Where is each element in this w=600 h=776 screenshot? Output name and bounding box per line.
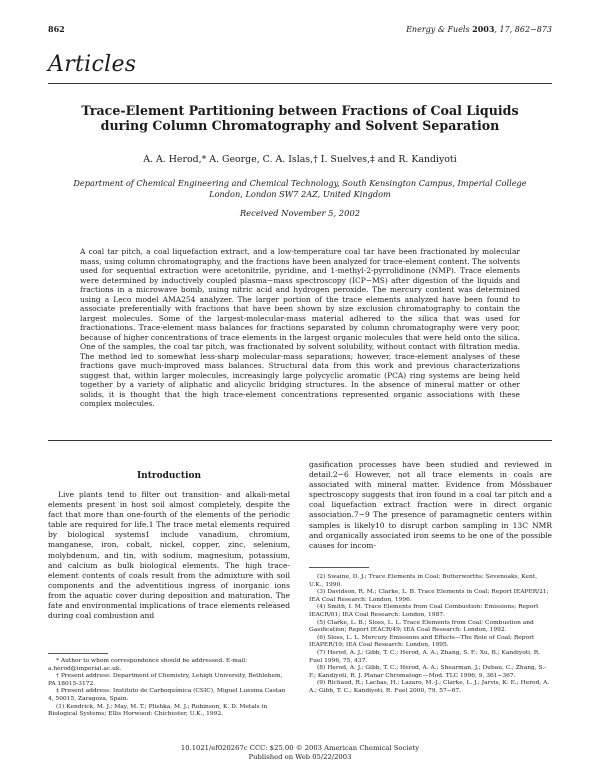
- article-title: Trace-Element Partitioning between Fractions of Coal Liquids during Column Chromatography and Solvent Separation: [81, 103, 519, 133]
- introduction-text: Live plants tend to filter out transition- and alkali-metal elements present in host soil almost completely, despite the fact that more than one-fourth of the elements of the periodic table are required for life.1 The trace metal elements required by biological systems1 include vanadium, chromium, manganese, iron, cobalt, nickel, copper, zinc, selenium, molybdenum, and tin, with sodium, magnesium, potassium, and calcium as bulk biological elements. The high trace-element contents of coals result from the admixture with soil components and the adventitious ingress of inorganic ions from the aquatic cover during deposition and maturation. The fate and environmental implications of trace elements released during coal combustion and: [48, 490, 290, 621]
- journal-volume-pages: , 17, 862−873: [494, 25, 552, 34]
- journal-citation: [406, 24, 552, 34]
- reference: (4) Smith, I. M. Trace Elements from Coal Combustion: Emissions; Report IEACR/01; IEA Coal Research: London, 1987.: [309, 604, 539, 618]
- affiliation: Department of Chemical Engineering and Chemical Technology, South Kensington Campus, Imperial College London, London SW7 2AZ, United Kingdom: [73, 178, 527, 199]
- reference: (5) Clarke, L. B.; Sloss, L. L. Trace Elements from Coal: Combustion and Gasification; Report IEACR/49; IEA Coal Research: London, 1992.: [309, 619, 534, 634]
- footnote: ‡ Present address: Instituto de Carboquímica (CSIC), Miguel Luesma Castan 4, 50015, Zaragoza, Spain.: [48, 688, 286, 702]
- received-date: Received November 5, 2002: [239, 208, 361, 218]
- page-number: 862: [48, 24, 65, 34]
- footnotes: [48, 658, 290, 719]
- reference: (8) Herod, A. J.; Gibb, T. C.; Herod, A. A.; Shearman, J.; Dubau, C.; Zhang, S.-F.; Kandiyoti, R. J. Planar Chromatogr.—Mod. TLC 1996, 9, 361−367.: [309, 665, 547, 679]
- reference: (2) Swaine, D. J.; Trace Elements in Coal; Butterworths: Sevenoaks, Kent, U.K., 1990.: [309, 574, 538, 588]
- footnote: (1) Kendrick, M. J.; May, M. T.; Plishka, M. J.; Robinson, K. D. Metals in Biological Systems; Ellis Horwood: Chichester, U.K., 1992.: [48, 703, 268, 718]
- author-list: A. A. Herod,* A. George, C. A. Islas,† I. Suelves,‡ and R. Kandiyoti: [143, 154, 457, 165]
- footnote: * Author to whom correspondence should be addressed. E-mail: a.herod@imperial.ac.uk.: [48, 658, 248, 672]
- section-heading: Articles: [48, 52, 137, 77]
- footnote-rule: [48, 653, 108, 654]
- journal-year: 2003: [472, 24, 495, 34]
- reference: (7) Herod, A. J.; Gibb, T. C.; Herod, A. A.; Zhang, S. F.; Xu, B.; Kandiyoti, R. Fuel 1996, 75, 437.: [309, 649, 541, 664]
- doi-line: 10.1021/ef020267c CCC: $25.00 © 2003 American Chemical Society: [180, 744, 420, 752]
- footnote: † Present address: Department of Chemistry, Lehigh University, Bethlehem, PA 18015-3172.: [48, 673, 283, 687]
- page-footer: [48, 744, 552, 761]
- introduction-heading: Introduction: [136, 471, 202, 481]
- section-rule: [48, 83, 552, 84]
- references-rule: [309, 567, 369, 568]
- reference: (9) Richaud, R.; Lachas, H.; Lazaro, M.-J.; Clarke, L. J.; Jarvis, K. E.; Herod, A. A.; Gibb, T. C.; Kandiyoti, R. Fuel 2000, 79, 57−67.: [309, 680, 550, 694]
- running-header: [48, 24, 552, 36]
- reference: (3) Davidson, R. M.; Clarke, L. B. Trace Elements in Coal; Report IEAPER/21; IEA Coal Research: London, 1996.: [309, 589, 549, 603]
- reference: (6) Sloss, L. L. Mercury Emissions and Effects—The Role of Coal; Report IEAPER/19; IEA Coal Research: London, 1995.: [309, 634, 535, 649]
- journal-name: Energy & Fuels: [406, 25, 470, 34]
- right-column-text: gasification processes have been studied and reviewed in detail.2−6 However, not all trace elements in coals are associated with mineral matter. Evidence from Mössbauer spectroscopy suggests that iron found in a coal tar pitch and a coal liquefaction extract fraction were in direct organic association.7−9 The presence of paramagnetic centers within samples is likely10 to disrupt carbon sampling in 13C NMR and organically associated iron seems to be one of the possible causes for incom-: [309, 460, 552, 550]
- published-date: Published on Web 05/22/2003: [248, 752, 352, 761]
- abstract-rule: [48, 440, 552, 441]
- abstract: A coal tar pitch, a coal liquefaction extract, and a low-temperature coal tar have been fractionated by molecular mass, using column chromatography, and the fractions have been analyzed for trace-element content. The solvents used for sequential extraction were acetonitrile, pyridine, and 1-methyl-2-pyrrolidinone (NMP). Trace elements were determined by inductively coupled plasma−mass spectroscopy (ICP−MS) after digestion of the liquids and fractions in a microwave bomb, using nitric acid and hydrogen peroxide. The mercury content was determined using a Leco model AMA254 analyzer. The larger portion of the trace elements analyzed have been found to associate preferentially with fractions that have been shown by size exclusion chromatography to contain the largest molecules. Some of the largest-molecular-mass material adhered to the silica that was used for fractionations. Trace-element mass balances for fractions separated by column chromatography were very poor, because of higher concentrations of trace elements in the largest organic molecules that were held onto the silica. One of the samples, the coal tar pitch, was fractionated by solvent solubility, without contact with filtration media. The method led to somewhat less-sharp molecular-mass separations; however, trace-element analyses of these fractions gave much-improved mass balances. Structural data from this work and previous characterizations suggest that, within larger molecules, increasingly large polycyclic aromatic (PCA) ring systems are being held together by a variety of aliphatic and alicyclic bridging structures. In the absence of mineral matter or other solids, it is thought that the high trace-element concentrations represented organic associations with these complex molecules.: [80, 247, 520, 408]
- references: [309, 574, 552, 696]
